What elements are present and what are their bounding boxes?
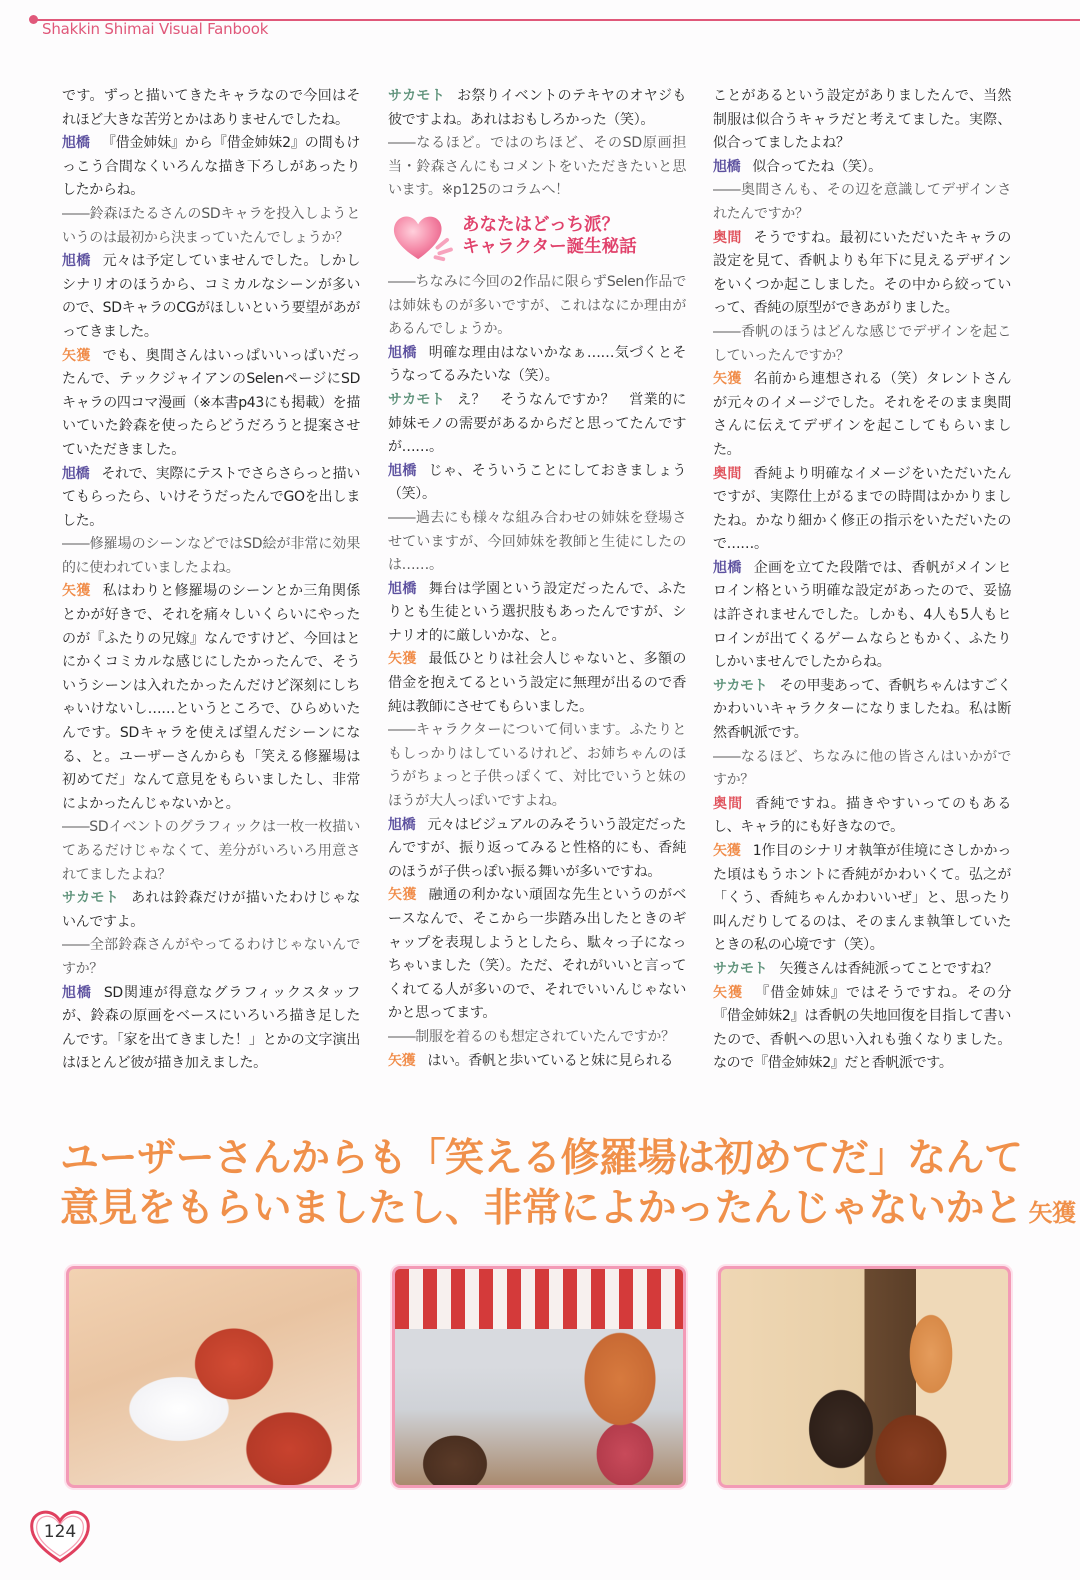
interviewer-question <box>62 934 360 981</box>
paragraph-text: 1作目のシナリオ執筆が佳境にさしかかった頃はもうホントに香純がかわいくて。弘之が「くう、香純ちゃんかわいいぜ」と、思ったり叫んだりしてるのは、そのまんま執筆していたときの私の心境です（笑）。 <box>713 843 1011 954</box>
column-3 <box>713 85 1011 1076</box>
interview-answer <box>388 648 686 719</box>
continued-text <box>62 85 360 132</box>
paragraph-text: です。ずっと描いてきたキャラなので今回はそれほど大きな苦労とかはありませんでしたね。 <box>62 88 360 128</box>
paragraph-text: え？ そうなんですか？ 営業的に姉妹モノの需要があるからだと思ってたんですが……。 <box>388 391 686 456</box>
speaker-name: 旭橋 <box>62 465 90 482</box>
interview-answer <box>388 460 686 507</box>
speaker-name: 旭橋 <box>713 559 742 576</box>
speaker-name: 矢獲 <box>388 887 417 904</box>
speaker-name: 旭橋 <box>713 158 741 175</box>
speaker-name: 矢獲 <box>388 1052 416 1069</box>
speaker-name: 旭橋 <box>62 135 90 152</box>
speaker-name: 矢獲 <box>713 371 742 388</box>
section-heading <box>388 209 686 263</box>
paragraph-text: 香純より明確なイメージをいただいたんですが、実際仕上がるまでの時間はかかりましたね。かなり細かく修正の指示をいただいたので……。 <box>713 465 1011 553</box>
section-title-line-2: キャラクター誕生秘話 <box>462 236 637 257</box>
header-dot <box>29 15 38 24</box>
speaker-name: 矢獲 <box>388 651 417 668</box>
pull-quote-line-1: ユーザーさんからも「笑える修羅場は初めてだ」なんて <box>60 1136 1023 1181</box>
interviewer-question <box>62 203 360 250</box>
paragraph-text: 企画を立てた段階では、香帆がメインヒロイン格という明確な設定があったので、妥協は許されませんでした。しかも、4人も5人もヒロインが出てくるゲームならともかく、ふたりしかいませんでしたからね。 <box>713 559 1011 671</box>
speaker-name: サカモト <box>62 890 120 907</box>
speaker-name: 矢獲 <box>713 843 741 859</box>
paragraph-text: 元々はビジュアルのみそういう設定だったんですが、振り返ってみると性格的にも、香純のほうが子供っぽい振る舞いが多いですね。 <box>388 816 686 880</box>
paragraph-text: 元々は予定していませんでした。しかしシナリオのほうから、コミカルなシーンが多いので、SDキャラのCGがほしいという要望があがってきました。 <box>62 253 360 340</box>
interviewer-question <box>713 321 1011 368</box>
speaker-name: 奥間 <box>713 795 744 812</box>
interview-answer <box>713 840 1011 958</box>
paragraph-text: 矢獲さんは香純派ってことですね？ <box>779 960 998 977</box>
interview-answer <box>713 156 1011 180</box>
paragraph-text: ――奥間さんも、その辺を意識してデザインされたんですか？ <box>713 182 1011 222</box>
interview-answer <box>62 982 360 1076</box>
pull-quote-speaker: 矢獲 <box>1028 1199 1076 1227</box>
illustration-2 <box>392 1266 686 1488</box>
paragraph-text: ――修羅場のシーンなどではSD絵が非常に効果的に使われていましたよね。 <box>62 536 360 576</box>
interview-answer <box>713 793 1011 840</box>
speaker-name: 奥間 <box>713 229 742 246</box>
interview-answer <box>388 1050 686 1074</box>
paragraph-text: はい。香帆と歩いていると妹に見られる <box>427 1052 674 1069</box>
interviewer-question <box>713 746 1011 793</box>
speaker-name: サカモト <box>713 960 768 977</box>
page-number: 124 <box>43 1522 77 1542</box>
column-2 <box>388 85 686 1073</box>
speaker-name: 旭橋 <box>388 344 417 361</box>
interview-answer <box>713 557 1011 675</box>
interview-answer <box>62 887 360 934</box>
column-2-top <box>388 85 686 203</box>
paragraph-text: ――なるほど。ではのちほど、そのSD原画担当・鈴森さんにもコメントをいただきたいと思います。※p125のコラムへ！ <box>388 135 686 199</box>
paragraph-text: その甲斐あって、香帆ちゃんはすごくかわいいキャラクターになりましたね。私は断然香帆派です。 <box>713 677 1011 742</box>
interviewer-question <box>388 507 686 578</box>
interviewer-question <box>388 271 686 342</box>
paragraph-text: 私はわりと修羅場のシーンとか三角関係とかが好きで、それを痛々しいくらいにやったのが『ふたりの兄嫁』なんですけど、今回はとにかくコミカルな感じにしたかったんで、そういうシーンは入れたかったんだけど深刻にしちゃいけないし……というところで、ひらめいたんです。SDキャラを使えば望んだシーンになる、と。ユーザーさんからも「笑える修羅場は初めてだ」なんて意見をもらいましたし、非常によかったんじゃないかと。 <box>62 583 360 812</box>
speaker-name: 旭橋 <box>62 984 92 1001</box>
column-1 <box>62 85 360 1076</box>
interview-answer <box>713 982 1011 1076</box>
section-title <box>462 214 637 258</box>
interviewer-question <box>62 816 360 887</box>
paragraph-text: 香純ですね。描きやすいってのもあるし、キャラ的にも好きなので。 <box>713 795 1011 836</box>
paragraph-text: ――鈴森ほたるさんのSDキャラを投入しようというのは最初から決まっていたんでしょうか？ <box>62 205 360 246</box>
festival-curtain <box>395 1269 683 1329</box>
interviewer-question <box>388 132 686 203</box>
speaker-name: サカモト <box>388 88 446 104</box>
paragraph-text: SD関連が得意なグラフィックスタッフが、鈴森の原画をベースにいろいろ描き足したんです。「家を出てきました！」とかの文字演出はほとんど彼が描き加えました。 <box>62 984 360 1072</box>
speaker-name: 旭橋 <box>388 462 417 479</box>
paragraph-text: 最低ひとりは社会人じゃないと、多額の借金を抱えてるという設定に無理が出るので香純は教師にさせてもらいました。 <box>388 651 686 715</box>
paragraph-text: 融通の利かない頑固な先生というのがベースなんで、そこから一歩踏み出したときのギャップを表現しようとしたら、駄々っ子になっちゃいました（笑）。ただ、それがいいと言ってくれてる人が多いので、それでいいんじゃないかと思ってます。 <box>388 887 686 1022</box>
interview-answer <box>62 463 360 534</box>
paragraph-text: 舞台は学園という設定だったんで、ふたりとも生徒という選択肢もあったんですが、シナリオ的に厳しいかな、と。 <box>388 580 686 644</box>
interview-answer <box>62 250 360 344</box>
paragraph-text: ――SDイベントのグラフィックは一枚一枚描いてあるだけじゃなくて、差分がいろいろ用意されてましたよね？ <box>62 819 360 883</box>
page-number-badge <box>28 1505 92 1565</box>
illustration-3 <box>718 1266 1011 1488</box>
interview-answer <box>388 814 686 885</box>
section-title-line-1: あなたはどっち派？ <box>462 214 620 235</box>
interview-answer <box>713 368 1011 462</box>
paragraph-text: でも、奥間さんはいっぱいいっぱいだったんで、テックジャイアンのSelenページにSDキャラの四コマ漫画（※本書p43にも掲載）を描いていた鈴森を使ったらどうだろうと提案させていただきました。 <box>62 347 360 458</box>
interview-answer <box>388 389 686 460</box>
interview-answer <box>388 578 686 649</box>
interview-answer <box>713 675 1011 746</box>
speaker-name: 矢獲 <box>62 347 91 364</box>
heart-icon <box>388 209 458 263</box>
paragraph-text: ――制服を着るのも想定されていたんですか？ <box>388 1028 675 1045</box>
illustration-1 <box>66 1266 360 1488</box>
speaker-name: サカモト <box>388 391 446 408</box>
speaker-name: サカモト <box>713 677 768 694</box>
column-2-body <box>388 271 686 1073</box>
paragraph-text: あれは鈴森だけが描いたわけじゃないんですよ。 <box>62 890 360 930</box>
interviewer-question <box>388 1026 686 1050</box>
speaker-name: 旭橋 <box>388 816 416 833</box>
pull-quote-line-2: 意見をもらいましたし、非常によかったんじゃないかと <box>60 1186 1023 1231</box>
paragraph-text: お祭りイベントのテキヤのオヤジも彼ですよね。あれはおもしろかった（笑）。 <box>388 88 686 128</box>
interview-answer <box>713 463 1011 557</box>
paragraph-text: ――全部鈴森さんがやってるわけじゃないんですか？ <box>62 937 360 977</box>
paragraph-text: ことがあるという設定がありましたんで、当然制服は似合うキャラだと考えてました。実際、似合ってましたよね？ <box>713 88 1011 152</box>
paragraph-text: ――キャラクターについて伺います。ふたりともしっかりはしているけれど、お姉ちゃんのほうがちょっと子供っぽくて、対比でいうと妹のほうが大人っぽいですよね。 <box>388 722 686 810</box>
continued-text <box>713 85 1011 156</box>
paragraph-text: 似合ってたね（笑）。 <box>752 158 882 175</box>
paragraph-text: そうですね。最初にいただいたキャラの設定を見て、香帆よりも年下に見えるデザインをいくつか起こしました。その中から絞っていって、香純の原型ができあがりました。 <box>713 229 1011 317</box>
paragraph-text: それで、実際にテストでさらさらっと描いてもらったら、いけそうだったんでGOを出しました。 <box>62 465 360 529</box>
speaker-name: 旭橋 <box>388 580 417 597</box>
paragraph-text: 名前から連想される（笑）タレントさんが元々のイメージでした。それをそのまま奥間さんに伝えてデザインを起こしてもらいました。 <box>713 371 1011 458</box>
interview-answer <box>713 958 1011 982</box>
paragraph-text: 『借金姉妹』から『借金姉妹2』の間もけっこう合間なくいろんな描き下ろしがあったりしたからね。 <box>62 135 360 199</box>
interviewer-question <box>388 719 686 813</box>
paragraph-text: じゃ、そういうことにしておきましょう（笑）。 <box>388 462 686 503</box>
interview-answer <box>62 132 360 203</box>
interview-answer <box>62 345 360 463</box>
interview-answer <box>388 342 686 389</box>
paragraph-text: ――ちなみに今回の2作品に限らずSelen作品では姉妹ものが多いですが、これはなにか理由があるんでしょうか。 <box>388 273 686 338</box>
paragraph-text: 明確な理由はないかなぁ……気づくとそうなってるみたいな（笑）。 <box>388 344 686 385</box>
speaker-name: 矢獲 <box>62 583 91 600</box>
speaker-name: 旭橋 <box>62 253 91 270</box>
interview-answer <box>388 884 686 1026</box>
interview-answer <box>713 227 1011 321</box>
interview-answer <box>388 85 686 132</box>
paragraph-text: ――過去にも様々な組み合わせの姉妹を登場させていますが、今回姉妹を教師と生徒にしたのは……。 <box>388 509 686 574</box>
interview-answer <box>62 580 360 816</box>
interviewer-question <box>713 179 1011 226</box>
pull-quote <box>60 1134 1075 1238</box>
book-title: Shakkin Shimai Visual Fanbook <box>42 20 269 38</box>
paragraph-text: ――香帆のほうはどんな感じでデザインを起こしていったんですか？ <box>713 323 1011 364</box>
paragraph-text: 『借金姉妹』ではそうですね。その分『借金姉妹2』は香帆の失地回復を目指して書いたので、香帆への思い入れも強くなりました。なので『借金姉妹2』だと香帆派です。 <box>713 984 1011 1072</box>
speaker-name: 奥間 <box>713 465 742 482</box>
paragraph-text: ――なるほど、ちなみに他の皆さんはいかがですか？ <box>713 748 1011 789</box>
speaker-name: 矢獲 <box>713 984 744 1001</box>
interviewer-question <box>62 533 360 580</box>
